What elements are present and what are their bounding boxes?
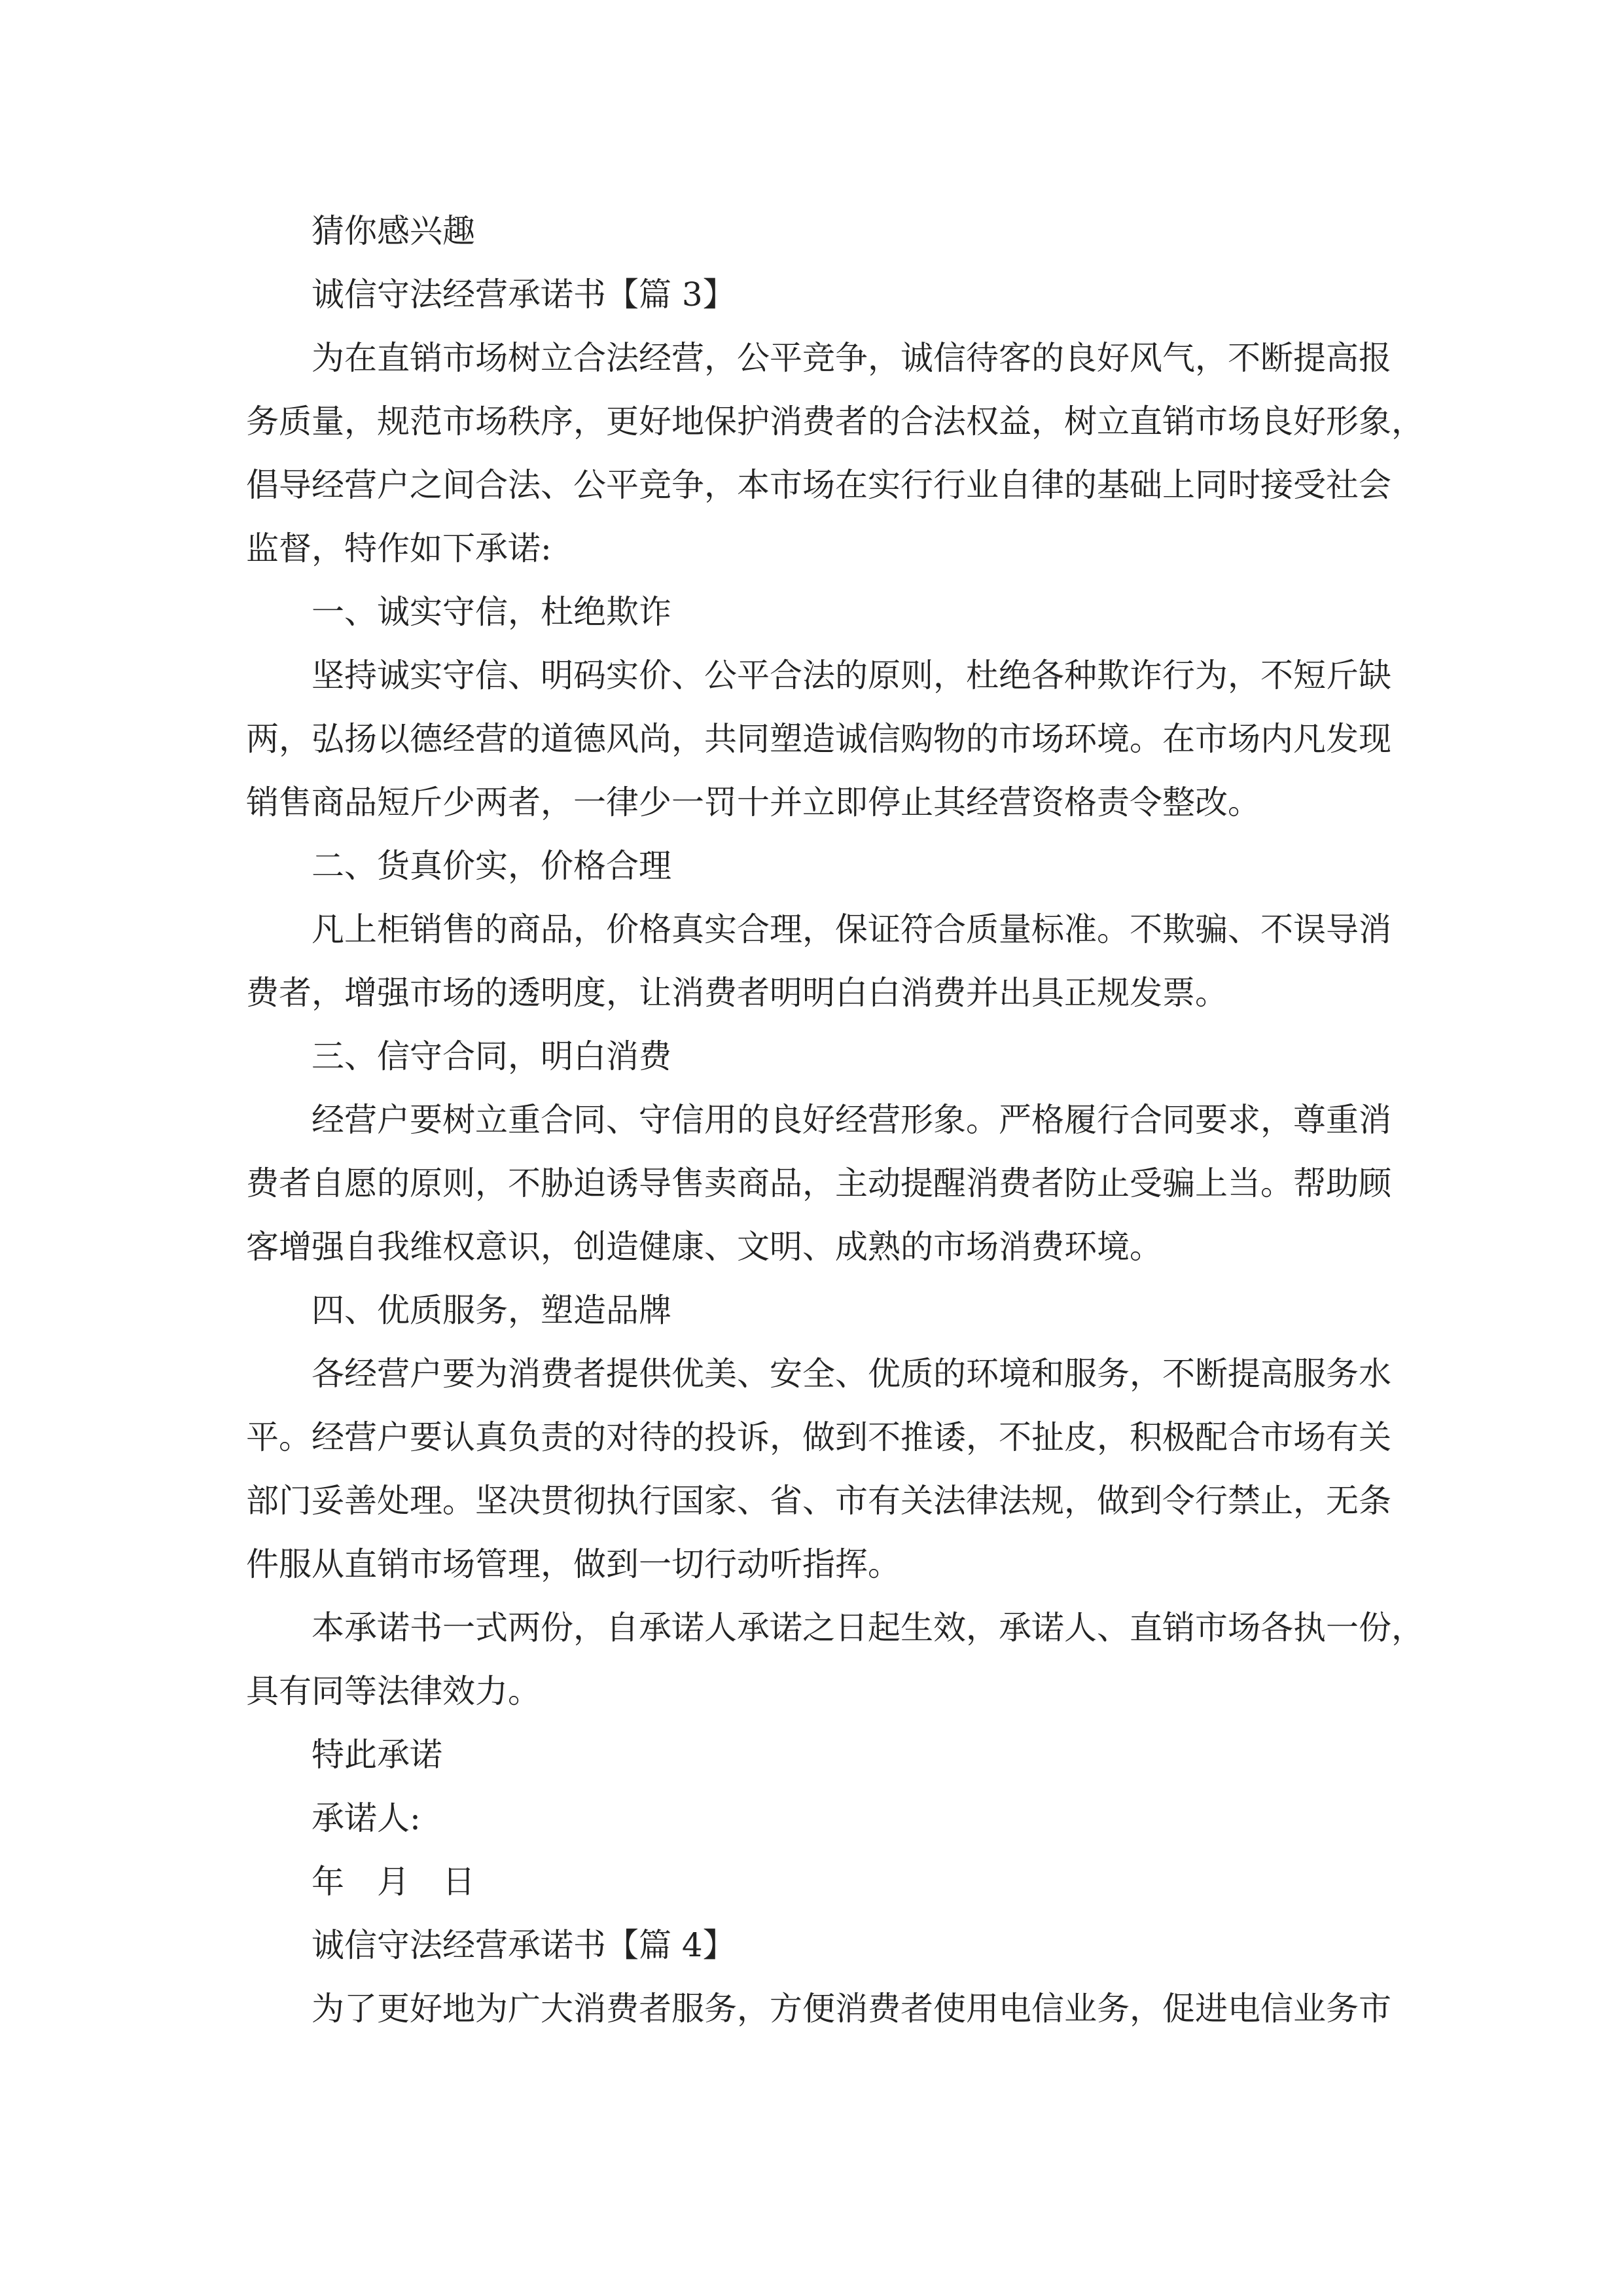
text-line: 件服从直销市场管理，做到一切行动听指挥。 [246,1545,901,1583]
text-line: 二、货真价实，价格合理 [312,847,671,885]
text-line: 坚持诚实守信、明码实价、公平合法的原则，杜绝各种欺诈行为，不短斤缺 [312,656,1391,694]
text-line: 两，弘扬以德经营的道德风尚，共同塑造诚信购物的市场环境。在市场内凡发现 [246,720,1391,758]
text-line: 诚信守法经营承诺书【篇 4】 [312,1926,736,1964]
text-line: 诚信守法经营承诺书【篇 3】 [312,276,736,314]
text-line: 四、优质服务，塑造品牌 [312,1291,671,1329]
text-line: 部门妥善处理。坚决贯彻执行国家、省、市有关法律法规，做到令行禁止，无条 [246,1482,1391,1520]
date-line [246,1850,1378,1914]
text-block-next-section [246,1914,1391,2041]
text-block-main [246,200,1424,1850]
text-line: 三、信守合同，明白消费 [312,1037,671,1075]
text-line: 倡导经营户之间合法、公平竞争，本市场在实行行业自律的基础上同时接受社会 [246,466,1391,504]
text-line: 各经营户要为消费者提供优美、安全、优质的环境和服务，不断提高服务水 [312,1355,1391,1393]
date-year-label: 年 [312,1863,344,1901]
text-line: 经营户要树立重合同、守信用的良好经营形象。严格履行合同要求，尊重消 [312,1101,1391,1139]
text-line: 特此承诺 [312,1736,442,1774]
text-line: 凡上柜销售的商品，价格真实合理，保证符合质量标准。不欺骗、不误导消 [312,910,1391,948]
text-line: 为在直销市场树立合法经营，公平竞争，诚信待客的良好风气，不断提高报 [312,339,1391,377]
date-month-label: 月 [377,1863,410,1901]
text-line: 具有同等法律效力。 [246,1672,541,1710]
document-body [246,200,1424,2041]
text-line: 平。经营户要认真负责的对待的投诉，做到不推诿，不扯皮，积极配合市场有关 [246,1418,1391,1456]
text-line: 一、诚实守信，杜绝欺诈 [312,593,671,631]
text-line: 销售商品短斤少两者，一律少一罚十并立即停止其经营资格责令整改。 [246,783,1260,821]
text-line: 费者，增强市场的透明度，让消费者明明白白消费并出具正规发票。 [246,974,1228,1012]
text-line: 费者自愿的原则，不胁迫诱导售卖商品，主动提醒消费者防止受骗上当。帮助顾 [246,1164,1391,1202]
text-line: 务质量，规范市场秩序，更好地保护消费者的合法权益，树立直销市场良好形象， [246,403,1424,440]
text-line: 客增强自我维权意识，创造健康、文明、成熟的市场消费环境。 [246,1228,1162,1266]
text-line: 本承诺书一式两份，自承诺人承诺之日起生效，承诺人、直销市场各执一份， [312,1609,1424,1647]
text-line: 承诺人: [312,1799,421,1837]
text-line: 监督，特作如下承诺: [246,529,552,567]
date-day-label: 日 [442,1863,475,1901]
text-line: 猜你感兴趣 [312,212,475,250]
text-line: 为了更好地为广大消费者服务，方便消费者使用电信业务，促进电信业务市 [312,1990,1391,2028]
